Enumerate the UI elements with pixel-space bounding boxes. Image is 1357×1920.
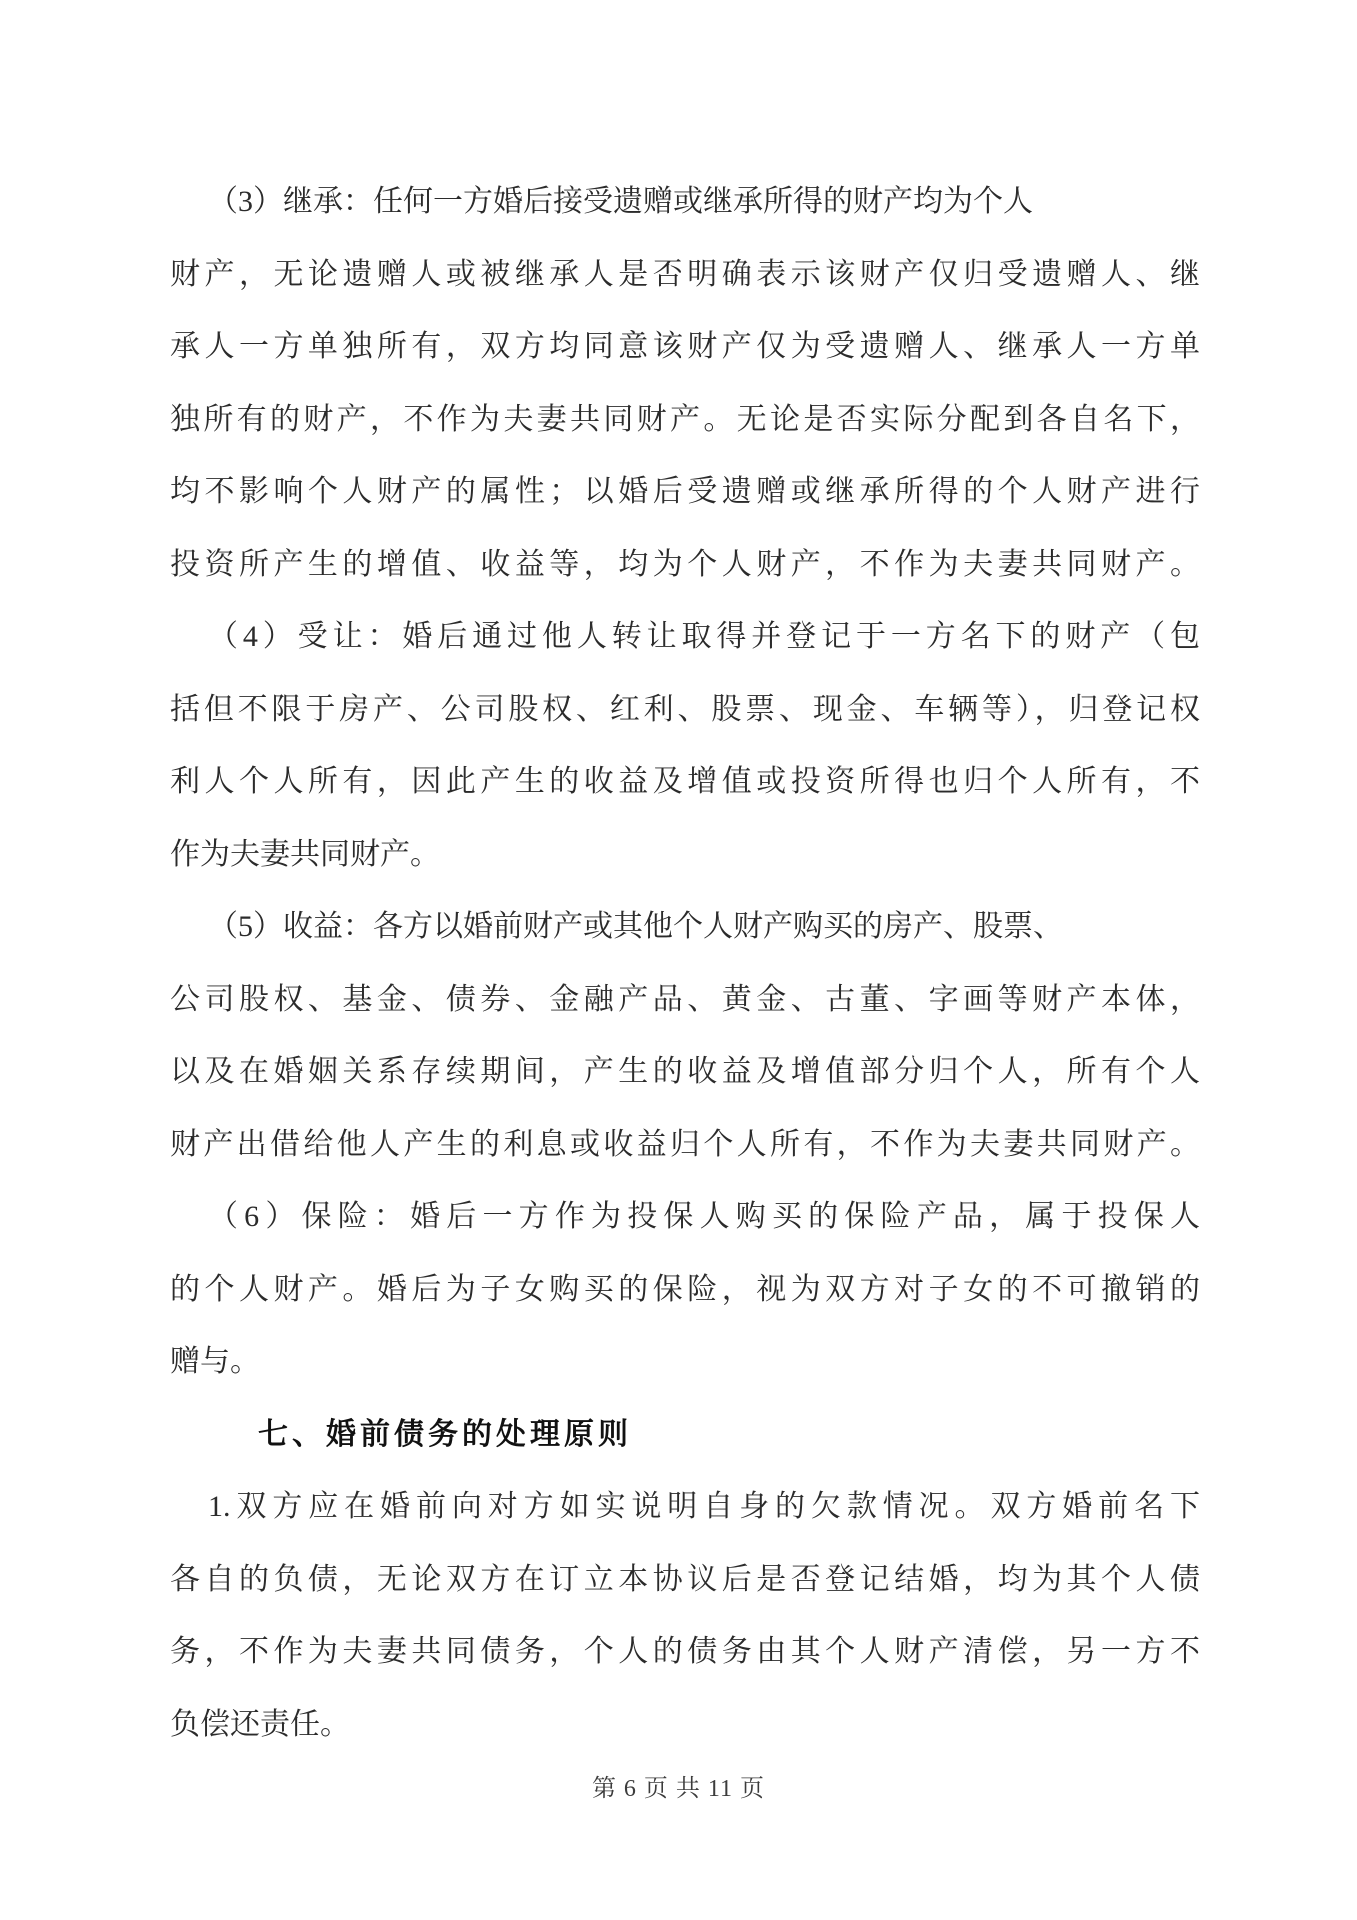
text-line: 财产出借给他人产生的利息或收益归个人所有，不作为夫妻共同财产。 (170, 1127, 1200, 1161)
text-line: 公司股权、基金、债券、金融产品、黄金、古董、字画等财产本体， (170, 982, 1200, 1016)
clause-debt-disclosure (170, 1471, 1200, 1761)
text-line: 赠与。 (170, 1345, 260, 1378)
text-line: 以及在婚姻关系存续期间，产生的收益及增值部分归个人，所有个人 (170, 1055, 1200, 1088)
clause-6-insurance (170, 1181, 1200, 1399)
text-line: 利人个人所有，因此产生的收益及增值或投资所得也归个人所有，不 (170, 765, 1200, 798)
text-line: 独所有的财产，不作为夫妻共同财产。无论是否实际分配到各自名下， (170, 402, 1200, 436)
document-body (170, 166, 1200, 1761)
text-line: （5）收益：各方以婚前财产或其他个人财产购买的房产、股票、 (208, 910, 1063, 943)
clause-3-inheritance (170, 166, 1200, 601)
text-line: 各自的负债，无论双方在订立本协议后是否登记结婚，均为其个人债 (170, 1562, 1200, 1596)
text-line: 的个人财产。婚后为子女购买的保险，视为双方对子女的不可撤销的 (170, 1272, 1200, 1306)
text-line: 务，不作为夫妻共同债务，个人的债务由其个人财产清偿，另一方不 (170, 1635, 1200, 1668)
text-line: （3）继承：任何一方婚后接受遗赠或继承所得的财产均为个人 (208, 185, 1033, 218)
text-line: 括但不限于房产、公司股权、红利、股票、现金、车辆等），归登记权 (170, 692, 1200, 726)
page-footer (0, 1768, 1357, 1803)
text-line: （6）保险：婚后一方作为投保人购买的保险产品，属于投保人 (208, 1200, 1200, 1233)
text-line: 负偿还责任。 (170, 1707, 350, 1741)
text-line: 均不影响个人财产的属性；以婚后受遗赠或继承所得的个人财产进行 (170, 475, 1200, 508)
text-line: 财产，无论遗赠人或被继承人是否明确表示该财产仅归受遗赠人、继 (170, 257, 1200, 291)
clause-4-transfer (170, 601, 1200, 891)
text-line: 投资所产生的增值、收益等，均为个人财产，不作为夫妻共同财产。 (170, 547, 1200, 581)
text-line: 作为夫妻共同财产。 (170, 837, 440, 871)
clause-5-earnings (170, 891, 1200, 1181)
page-number-text: 第 6 页 共 11 页 (591, 1776, 766, 1802)
text-line: 1.双方应在婚前向对方如实说明自身的欠款情况。双方婚前名下 (208, 1490, 1200, 1523)
section-heading-premarital-debts: 七、婚前债务的处理原则 (258, 1417, 632, 1451)
text-line: （4）受让：婚后通过他人转让取得并登记于一方名下的财产（包 (208, 620, 1200, 653)
text-line: 承人一方单独所有，双方均同意该财产仅为受遗赠人、继承人一方单 (170, 330, 1200, 363)
